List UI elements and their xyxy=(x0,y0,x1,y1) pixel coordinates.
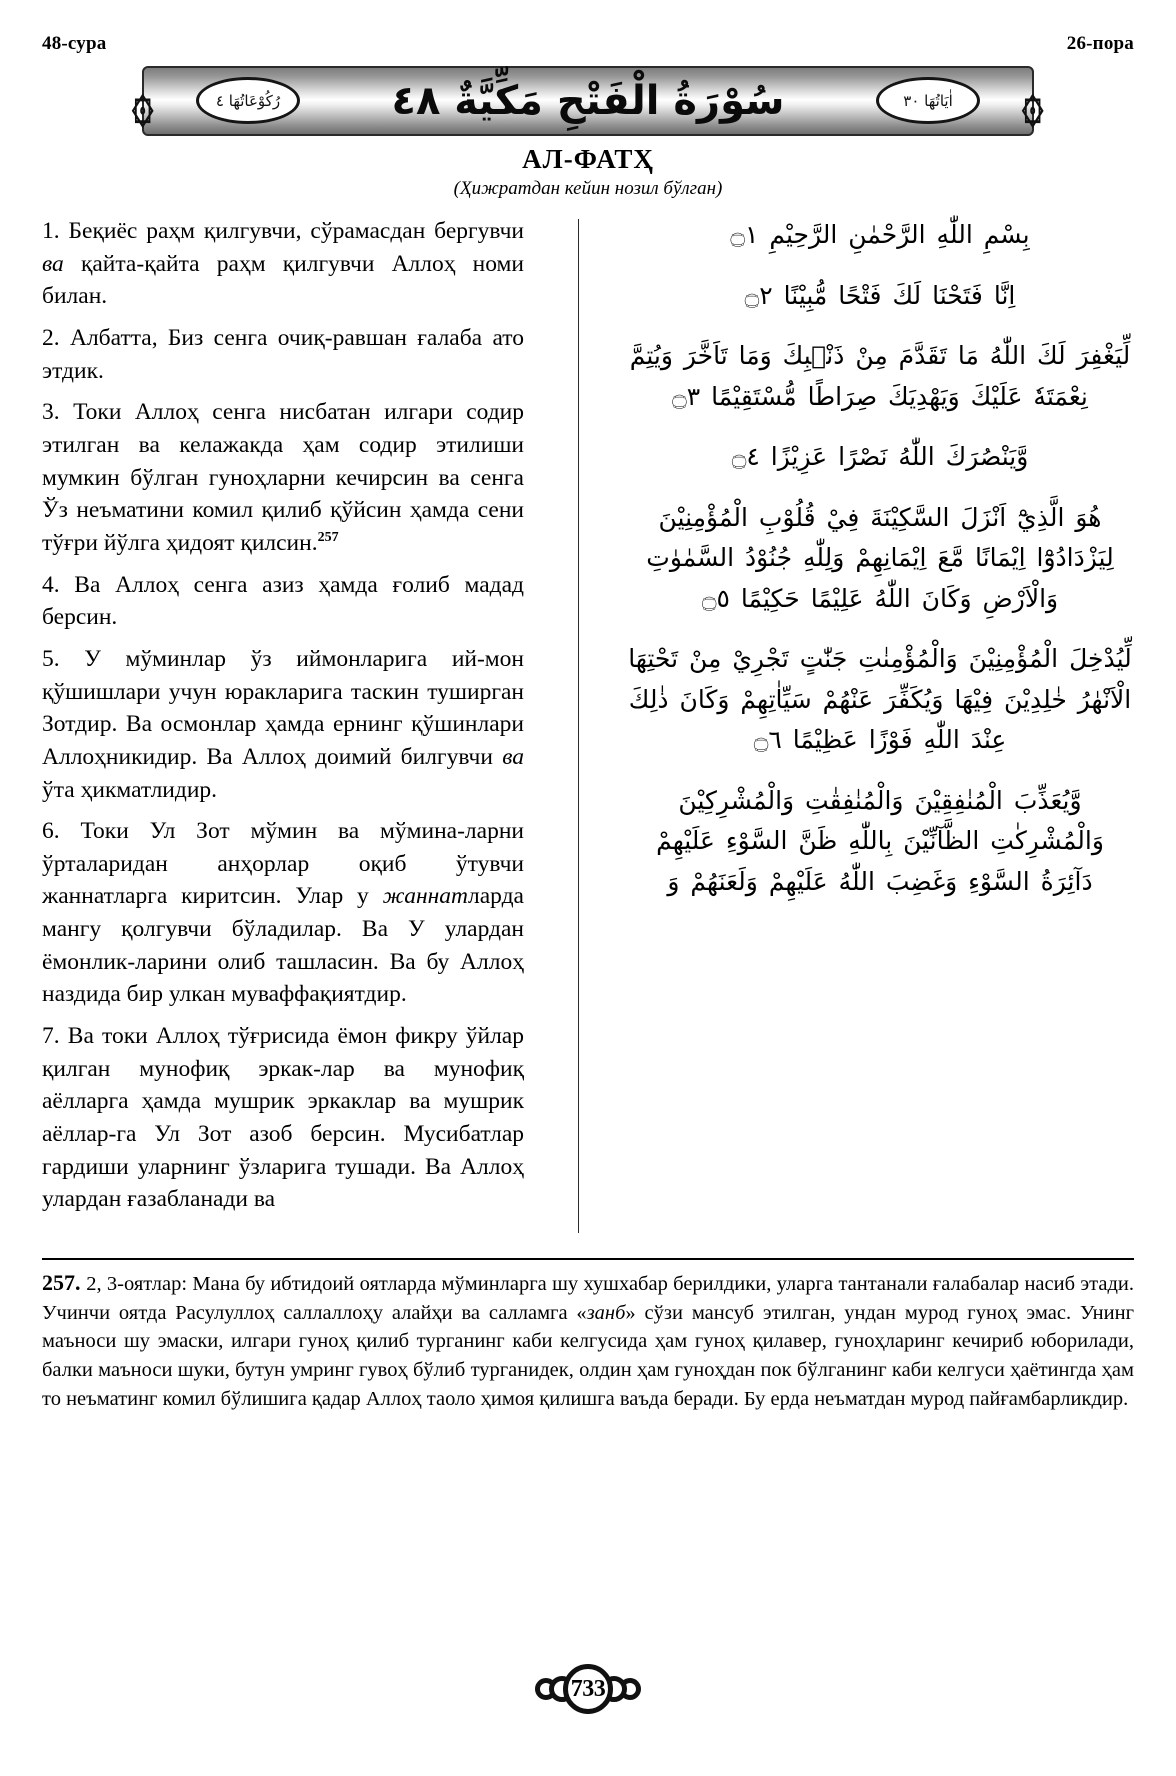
column-divider xyxy=(578,219,579,1233)
running-head xyxy=(42,30,1134,58)
text-run: 2. Албатта, Биз сенга очиқ-равшан ғалаба ато этдик. xyxy=(42,324,524,384)
text-run: 1. Беқиёс раҳм қилгувчи, сўрамасдан бергувчи xyxy=(42,218,524,244)
surah-title-arabic xyxy=(304,66,872,136)
ornament-glyph-right: ۞ xyxy=(1022,67,1044,135)
text-run: 6. Токи Ул Зот мўмин ва мўмина-ларни ўрталаридан анҳорлар оқиб ўтувчи жаннатларга киритсин. Улар у xyxy=(42,818,524,910)
folio xyxy=(0,1664,1176,1714)
ayah-arabic-block: لِّيُدْخِلَ الْمُؤْمِنِيْنَ وَالْمُؤْمِنٰتِ جَنّٰتٍ تَجْرِيْ مِنْ تَحْتِهَا الْاَنْهٰرُ خٰلِدِيْنَ فِيْهَا وَيُكَفِّرَ عَنْهُمْ سَيِّاٰتِهِمْ وَكَانَ ذٰلِكَ عِنْدَ اللّٰهِ فَوْزًا عَظِيْمًا ۝٦ xyxy=(628,644,1132,754)
ayah-arabic-block: لِّيَغْفِرَ لَكَ اللّٰهُ مَا تَقَدَّمَ مِنْ ذَنْۢبِكَ وَمَا تَاَخَّرَ وَيُتِمَّ نِعْمَتَهٗ عَلَيْكَ وَيَهْدِيَكَ صِرَاطًا مُّسْتَقِيْمًا ۝٣ xyxy=(629,341,1131,411)
verse-paragraph xyxy=(42,643,524,806)
verse-paragraph xyxy=(42,815,524,1011)
folio-badge-icon xyxy=(529,1664,647,1714)
ayah-arabic-block: وَّيُعَذِّبَ الْمُنٰفِقِيْنَ وَالْمُنٰفِقٰتِ وَالْمُشْرِكِيْنَ وَالْمُشْرِكٰتِ الظَّآنِّيْنَ بِاللّٰهِ ظَنَّ السَّوْءِ عَلَيْهِمْ دَآئِرَةُ السَّوْءِ وَغَضِبَ اللّٰهُ عَلَيْهِمْ وَلَعَنَهُمْ وَ xyxy=(656,785,1104,896)
ornament-glyph-left: ۞ xyxy=(132,67,154,135)
banner-ornament-right-icon xyxy=(994,64,1072,138)
text-run: 4. Ва Аллоҳ сенга азиз ҳамда ғолиб мадад берсин. xyxy=(42,571,524,631)
surah-revelation-note: (Ҳижратдан кейин нозил бўлган) xyxy=(453,178,723,199)
text-run: қайта-қайта раҳм қилгувчи Аллоҳ номи билан. xyxy=(42,250,524,310)
rukus-count-medallion xyxy=(196,77,300,124)
text-run: 3. Токи Аллоҳ сенга нисбатан илгари содир этилган ва келажакда ҳам содир этилиши мумкин бўлган гуноҳларни кечирсин ва сенга Ўз неъматини комил қилиб қўйсин ҳамда сени тўғри йўлга ҳидоят қилсин. xyxy=(42,399,524,556)
text-run: ларда мангу қолгувчи бўладилар. Ва У улардан ёмонлик-ларини олиб ташласин. Ва бу Аллоҳ наздида бир улкан муваффақиятдир. xyxy=(42,883,524,1008)
text-run: ва xyxy=(502,743,524,770)
footnote-reference[interactable]: 257 xyxy=(317,530,339,546)
arabic-column xyxy=(626,215,1134,922)
surah-title-arabic-text: سُوْرَةُ الْفَتْحِ مَكِّيَّةٌ ٤٨ xyxy=(391,78,785,124)
text-run: ва xyxy=(42,250,64,277)
text-run: » сўзи мансуб этилган, ундан мурод гуноҳ эмас. Унинг маъноси шу эмаски, илгари гуноҳ қилиб турганинг каби келгусида ҳам гуноҳ қилавер, гуноҳларинг кечириб юборилади, балки маъноси шуки, бутун умринг гувоҳ бўлиб турганидек, олдин ҳам гуноҳдан пок бўлганинг каби келгуси ҳаётингда ҳам то неъматинг комил бўлишига қадар Аллоҳ таоло ҳимоя қилишга ваъда беради. Бу ерда неъматдан мурод пайғамбарликдир. xyxy=(42,1301,1134,1410)
page-title: АЛ-ФАТҲ xyxy=(522,144,654,174)
text-run: занб xyxy=(586,1301,626,1324)
surah-banner xyxy=(104,66,1072,136)
running-head-left: 48-сура xyxy=(42,33,107,54)
text-run: 7. Ва токи Аллоҳ тўғрисида ёмон фикру ўйлар қилган мунофиқ эркак-лар ва мунофиқ аёлларга ҳамда мушрик эркаклар ва мушрик аёллар-га Ул Зот азоб берсин. Мусибатлар гардиши уларнинг ўзларига тушади. Ва Аллоҳ улардан ғазабланади ва xyxy=(42,1023,524,1213)
banner-ornament-left-icon xyxy=(104,64,182,138)
footnote-number: 257. xyxy=(42,1270,87,1295)
text-run: 5. У мўминлар ўз иймонларига ий-мон қўшишлари учун юракларига таскин туширган Зотдир. Ва осмонлар ҳамда ернинг қўшинлари Аллоҳникидир. Ва Аллоҳ доимий билгувчи xyxy=(42,645,524,770)
translation-column xyxy=(42,215,524,1216)
verse-paragraph xyxy=(42,215,524,313)
ayah-arabic-block: هُوَ الَّذِيْٓ اَنْزَلَ السَّكِيْنَةَ فِيْ قُلُوْبِ الْمُؤْمِنِيْنَ لِيَزْدَادُوْٓا اِيْمَانًا مَّعَ اِيْمَانِهِمْ وَلِلّٰهِ جُنُوْدُ السَّمٰوٰتِ وَالْاَرْضِ وَكَانَ اللّٰهُ عَلِيْمًا حَكِيْمًا ۝٥ xyxy=(646,502,1114,613)
footnote-divider xyxy=(42,1258,1134,1260)
text-run: 2, 3-оятлар: Мана бу ибтидоий оятларда мўминларга шу хушхабар берилдики, уларга тантанали ғалабалар насиб этади. Учинчи оятда Расулуллоҳ саллаллоҳу алайҳи ва салламга « xyxy=(42,1273,1134,1324)
ayah-count-medallion xyxy=(876,77,980,124)
ayah-arabic-block: اِنَّا فَتَحْنَا لَكَ فَتْحًا مُّبِيْنًا ۝٢ xyxy=(744,280,1016,310)
running-head-right: 26-пора xyxy=(1066,33,1134,54)
body-area xyxy=(42,215,1134,1240)
rukus-count-label: رُكُوْعَاتُهَا ٤ xyxy=(215,91,281,110)
verse-paragraph xyxy=(42,569,524,634)
verse-paragraph xyxy=(42,322,524,387)
verse-paragraph xyxy=(42,1020,524,1216)
text-run: жаннат xyxy=(382,883,468,910)
verse-paragraph xyxy=(42,396,524,559)
ayah-arabic-block: وَّيَنْصُرَكَ اللّٰهُ نَصْرًا عَزِيْزًا ۝٤ xyxy=(731,442,1029,471)
footnote xyxy=(42,1268,1134,1414)
ayah-arabic-block: بِسْمِ اللّٰهِ الرَّحْمٰنِ الرَّحِيْمِ ۝١ xyxy=(730,220,1030,249)
ayah-count-label: اٰیَاتُهَا ٣٠ xyxy=(903,91,953,110)
text-run: ўта ҳикматлидир. xyxy=(42,776,218,803)
page-number: 733 xyxy=(570,1675,606,1702)
